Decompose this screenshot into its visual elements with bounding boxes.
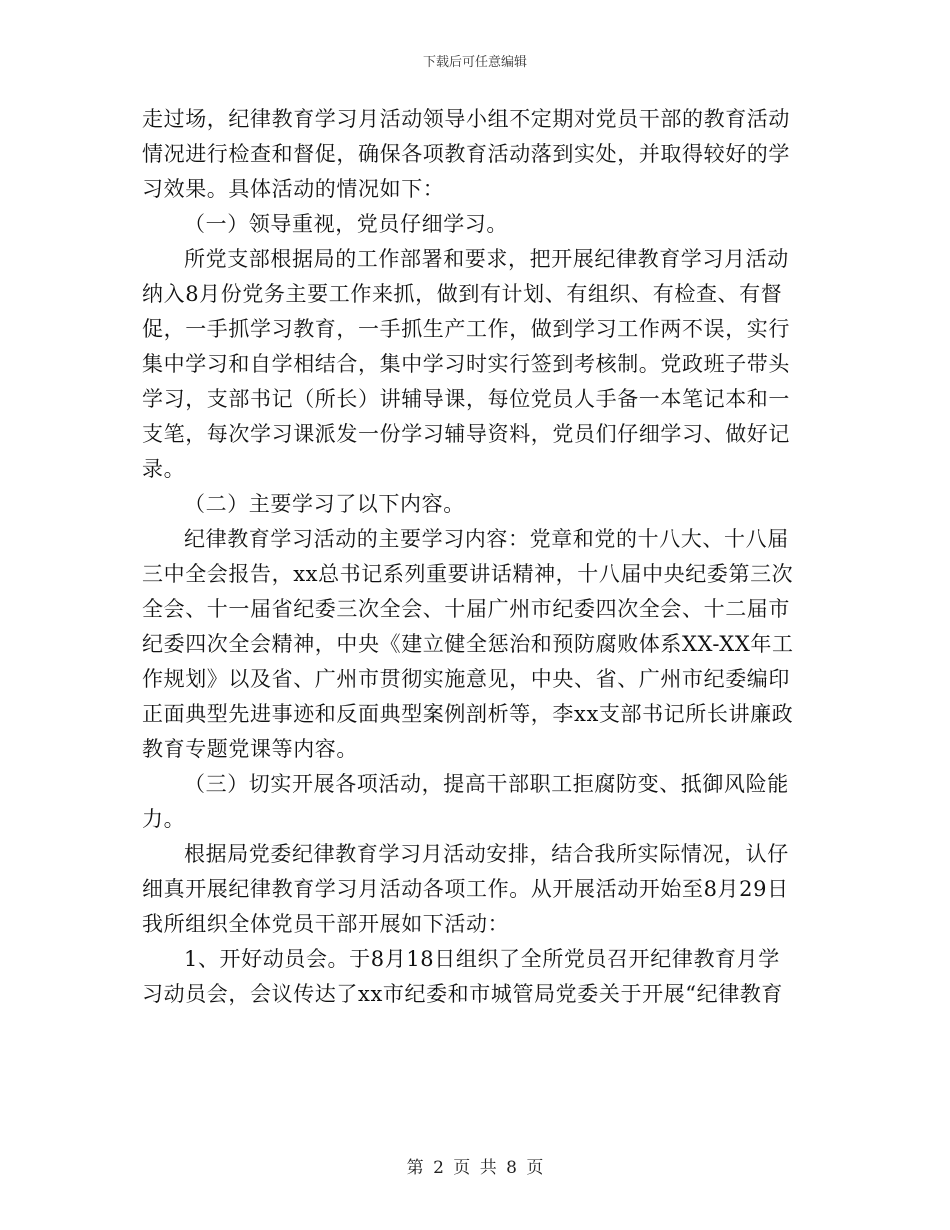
body-text-line: 教育专题党课等内容。: [142, 737, 358, 761]
body-text-line: 录。: [142, 457, 186, 481]
body-text-line: 三中全会报告，xx总书记系列重要讲话精神，十八届中央纪委第三次: [142, 562, 794, 586]
body-text-line: 走过场，纪律教育学习月活动领导小组不定期对党员干部的教育活动: [142, 107, 790, 131]
body-text-line: 集中学习和自学相结合，集中学习时实行签到考核制。党政班子带头: [142, 352, 790, 376]
body-text-line: 促，一手抓学习教育，一手抓生产工作，做到学习工作两不误，实行: [142, 317, 790, 341]
body-text-line: 所党支部根据局的工作部署和要求，把开展纪律教育学习月活动: [184, 247, 789, 271]
body-text-line: 作规划》以及省、广州市贯彻实施意见，中央、省、广州市纪委编印: [142, 667, 790, 691]
page-number-footer: 第 2 页 共 8 页: [406, 1158, 544, 1178]
body-text-line: 支笔，每次学习课派发一份学习辅导资料，党员们仔细学习、做好记: [142, 422, 790, 446]
body-text-line: 细真开展纪律教育学习月活动各项工作。从开展活动开始至8月29日: [142, 877, 789, 901]
body-text-line: 情况进行检查和督促，确保各项教育活动落到实处，并取得较好的学: [142, 142, 790, 166]
page-header-note: 下载后可任意编辑: [422, 55, 527, 70]
body-text-line: 习动员会，会议传达了xx市纪委和市城管局党委关于开展“纪律教育: [142, 982, 784, 1006]
body-text-line: 1、开好动员会。于8月18日组织了全所党员召开纪律教育月学: [184, 947, 780, 971]
body-text-line: 纪律教育学习活动的主要学习内容：党章和党的十八大、十八届: [184, 527, 789, 551]
body-text-line: 根据局党委纪律教育学习月活动安排，结合我所实际情况，认仔: [184, 842, 789, 866]
body-text-line: 全会、十一届省纪委三次全会、十届广州市纪委四次全会、十二届市: [142, 597, 790, 621]
body-text-line: 习效果。具体活动的情况如下：: [142, 177, 445, 201]
body-text-line: 纪委四次全会精神，中央《建立健全惩治和预防腐败体系XX-XX年工: [142, 632, 794, 656]
body-text-line: （二）主要学习了以下内容。: [184, 492, 465, 516]
body-text-line: 正面典型先进事迹和反面典型案例剖析等，李xx支部书记所长讲廉政: [142, 702, 794, 726]
body-text-line: （三）切实开展各项活动，提高干部职工拒腐防变、抵御风险能: [184, 772, 789, 796]
body-text-line: 学习，支部书记（所长）讲辅导课，每位党员人手备一本笔记本和一: [142, 387, 790, 411]
body-text-line: 力。: [142, 807, 186, 831]
body-text-line: 我所组织全体党员干部开展如下活动：: [142, 912, 510, 936]
body-text-line: 纳入8月份党务主要工作来抓，做到有计划、有组织、有检查、有督: [142, 282, 783, 306]
document-body: [142, 104, 804, 1014]
body-text-line: （一）领导重视，党员仔细学习。: [184, 212, 508, 236]
